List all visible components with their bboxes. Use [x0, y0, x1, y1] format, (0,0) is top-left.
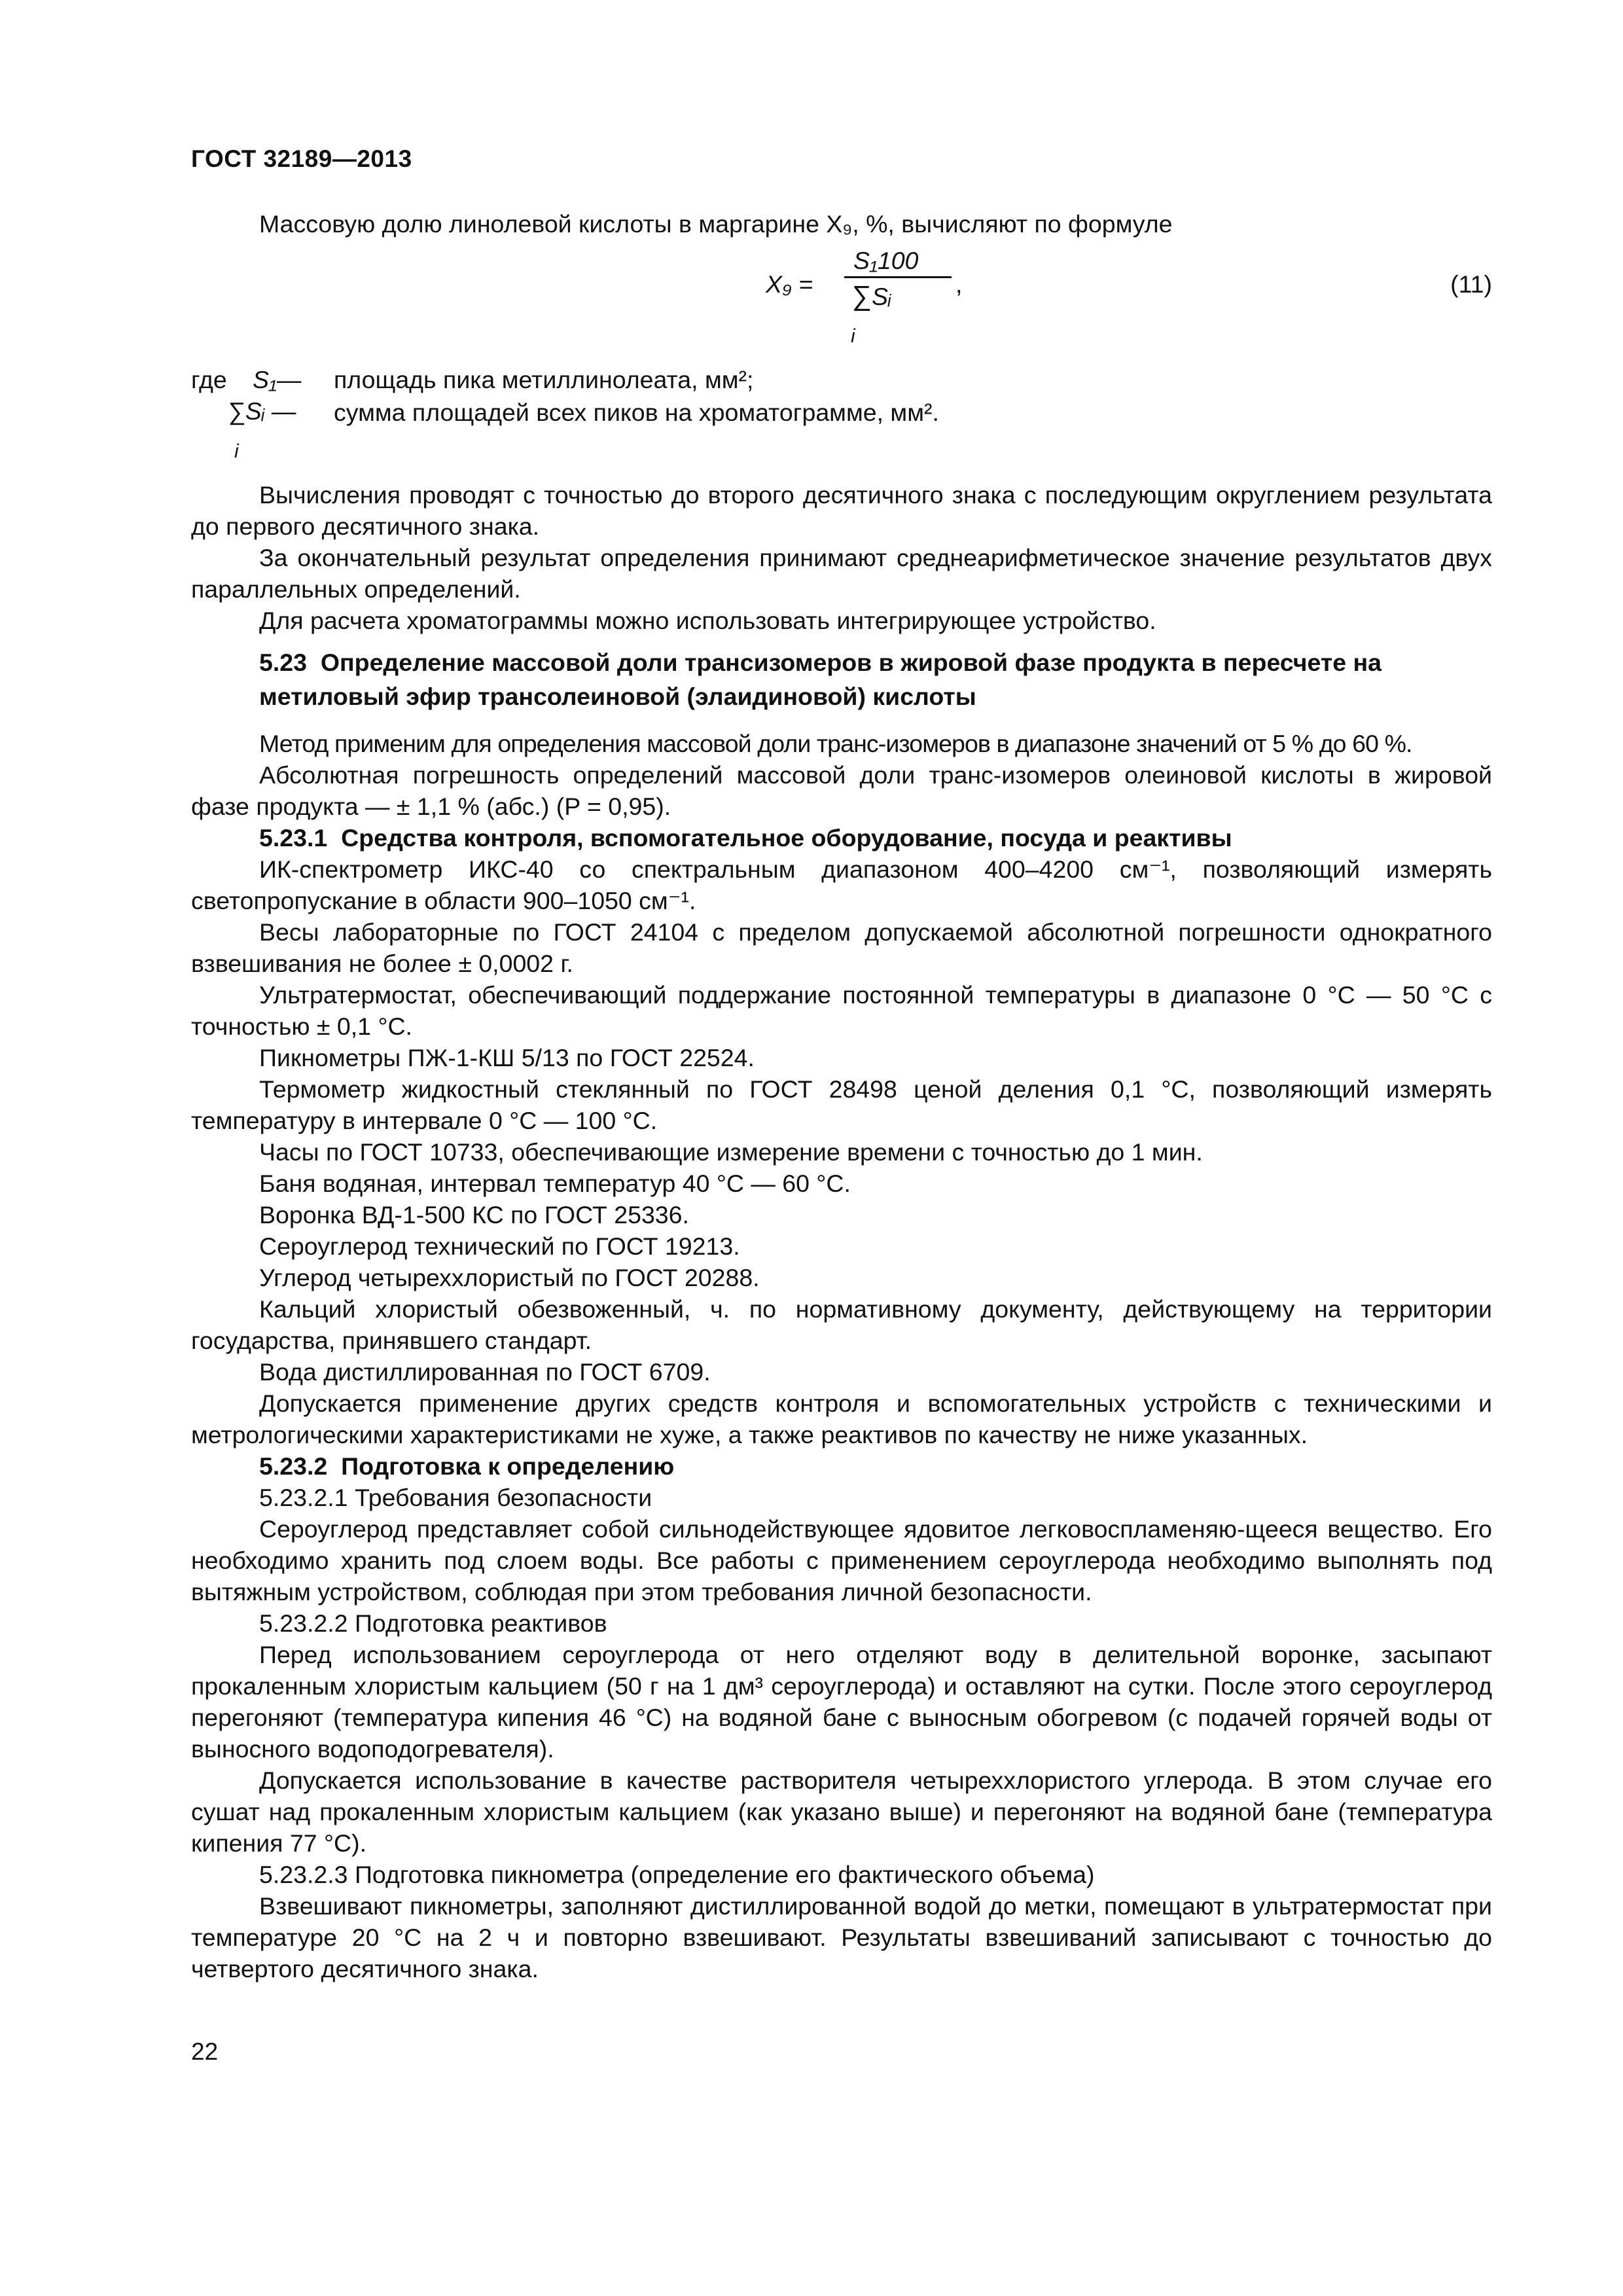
- paragraph: Часы по ГОСТ 10733, обеспечивающие измерение времени с точностью до 1 мин.: [259, 1138, 1203, 1166]
- paragraph: Термометр жидкостный стеклянный по ГОСТ 28498 ценой деления 0,1 °С, позволяющий измерять температуру в интервале 0 °С — 100 °С.: [191, 1075, 1492, 1134]
- paragraph: Абсолютная погрешность определений массовой доли транс-изомеров олеиновой кислоты в жировой фазе продукта — ± 1,1 % (абс.) (P = 0,95).: [191, 761, 1492, 820]
- subsection-5-23-2-2: 5.23.2.2 Подготовка реактивов: [259, 1609, 607, 1637]
- fraction-bar: [844, 276, 952, 278]
- where-text-sum: сумма площадей всех пиков на хроматограмме, мм².: [334, 399, 939, 426]
- section-title: Подготовка к определению: [341, 1452, 675, 1480]
- paragraph: Кальций хлористый обезвоженный, ч. по нормативному документу, действующему на территории государства, принявшего стандарт.: [191, 1295, 1492, 1354]
- paragraph: Перед использованием сероуглерода от него отделяют воду в делительной воронке, засыпают прокаленным хлористым кальцием (50 г на 1 дм³ сероуглерода) и оставляют на сутки. После этого сероуглерод перегоняют (температура кипения 46 °С) на водяной бане с выносным обогревом (с подачей горячей воды от выносного водоподогревателя).: [191, 1641, 1492, 1763]
- paragraph: Углерод четыреххлористый по ГОСТ 20288.: [259, 1264, 760, 1291]
- paragraph: Допускается использование в качестве растворителя четыреххлористого углерода. В этом случае его сушат над прокаленным хлористым кальцием (как указано выше) и перегоняют на водяной бане (температура кипения 77 °С).: [191, 1767, 1492, 1857]
- sum-sign: ∑: [852, 280, 872, 311]
- where-symbol-s1: S₁—: [253, 366, 302, 393]
- section-number: 5.23.2: [259, 1452, 328, 1480]
- paragraph: Сероуглерод технический по ГОСТ 19213.: [259, 1232, 740, 1260]
- paragraph: ИК-спектрометр ИКС-40 со спектральным диапазоном 400–4200 см⁻¹, позволяющий измерять светопропускание в области 900–1050 см⁻¹.: [191, 855, 1492, 914]
- paragraph: Для расчета хроматограммы можно использовать интегрирующее устройство.: [259, 607, 1156, 634]
- section-title: Определение массовой доли трансизомеров в жировой фазе продукта в пересчете на метиловый эфир трансолеиновой (элаидиновой) кислоты: [259, 649, 1382, 710]
- formula-numerator: S₁100: [853, 247, 919, 274]
- standard-header: ГОСТ 32189—2013: [191, 145, 412, 172]
- paragraph: Баня водяная, интервал температур 40 °С — 60 °С.: [259, 1170, 851, 1197]
- paragraph: Весы лабораторные по ГОСТ 24104 с пределом допускаемой абсолютной погрешности однократного взвешивания не более ± 0,0002 г.: [191, 918, 1492, 977]
- subsection-5-23-2-3: 5.23.2.3 Подготовка пикнометра (определение его фактического объема): [259, 1861, 1095, 1888]
- section-number: 5.23: [259, 649, 307, 676]
- paragraph: Ультратермостат, обеспечивающий поддержание постоянной температуры в диапазоне 0 °С — 50 °С с точностью ± 0,1 °С.: [191, 981, 1492, 1040]
- formula-denominator: [852, 280, 891, 312]
- paragraph: Допускается применение других средств контроля и вспомогательных устройств с техническими и метрологическими характеристиками не хуже, а также реактивов по качеству не ниже указанных.: [191, 1390, 1492, 1448]
- formula-comma: ,: [955, 270, 963, 298]
- page-number: 22: [191, 2038, 219, 2065]
- section-heading-5-23-1: [191, 822, 1492, 853]
- section-title: Средства контроля, вспомогательное оборудование, посуда и реактивы: [341, 824, 1232, 852]
- formula-lhs: X₉ =: [766, 270, 813, 298]
- paragraph: Сероуглерод представляет собой сильнодействующее ядовитое легковоспламеняю-щееся вещество. Его необходимо хранить под слоем воды. Все работы с применением сероуглерода необходимо выполнять под вытяжным устройством, соблюдая при этом требования личной безопасности.: [191, 1515, 1492, 1605]
- where-symbol-sum: ∑Sᵢ —: [228, 397, 296, 425]
- section-number: 5.23.1: [259, 824, 328, 852]
- page-body: [191, 208, 1492, 1984]
- where-text-s1: площадь пика метиллинолеата, мм²;: [334, 366, 754, 393]
- denominator-term: Sᵢ: [871, 283, 891, 310]
- paragraph: Вычисления проводят с точностью до второго десятичного знака с последующим округлением результата до первого десятичного знака.: [191, 481, 1492, 540]
- formula-number: (11): [1450, 270, 1492, 298]
- sum-index: i: [851, 325, 855, 347]
- section-heading-5-23: [191, 645, 1492, 713]
- paragraph: Воронка ВД-1-500 КС по ГОСТ 25336.: [259, 1201, 689, 1229]
- paragraph: Вода дистиллированная по ГОСТ 6709.: [259, 1358, 711, 1386]
- formula-intro: Массовую долю линолевой кислоты в маргарине X₉, %, вычисляют по формуле: [259, 210, 1173, 238]
- where-label: где: [191, 366, 227, 393]
- where-sum-index: i: [234, 440, 239, 462]
- formula-11: [191, 249, 1492, 348]
- subsection-5-23-2-1: 5.23.2.1 Требования безопасности: [259, 1484, 652, 1511]
- paragraph: Взвешивают пикнометры, заполняют дистиллированной водой до метки, помещают в ультратермостат при температуре 20 °С на 2 ч и повторно взвешивают. Результаты взвешиваний записывают с точностью до четвертого десятичного знака.: [191, 1892, 1492, 1982]
- paragraph: Метод применим для определения массовой доли транс-изомеров в диапазоне значений от 5 % до 60 %.: [259, 730, 1412, 757]
- paragraph: Пикнометры ПЖ-1-КШ 5/13 по ГОСТ 22524.: [259, 1044, 755, 1071]
- section-heading-5-23-2: [191, 1450, 1492, 1482]
- paragraph: За окончательный результат определения принимают среднеарифметическое значение результатов двух параллельных определений.: [191, 544, 1492, 603]
- where-block: [191, 364, 1492, 479]
